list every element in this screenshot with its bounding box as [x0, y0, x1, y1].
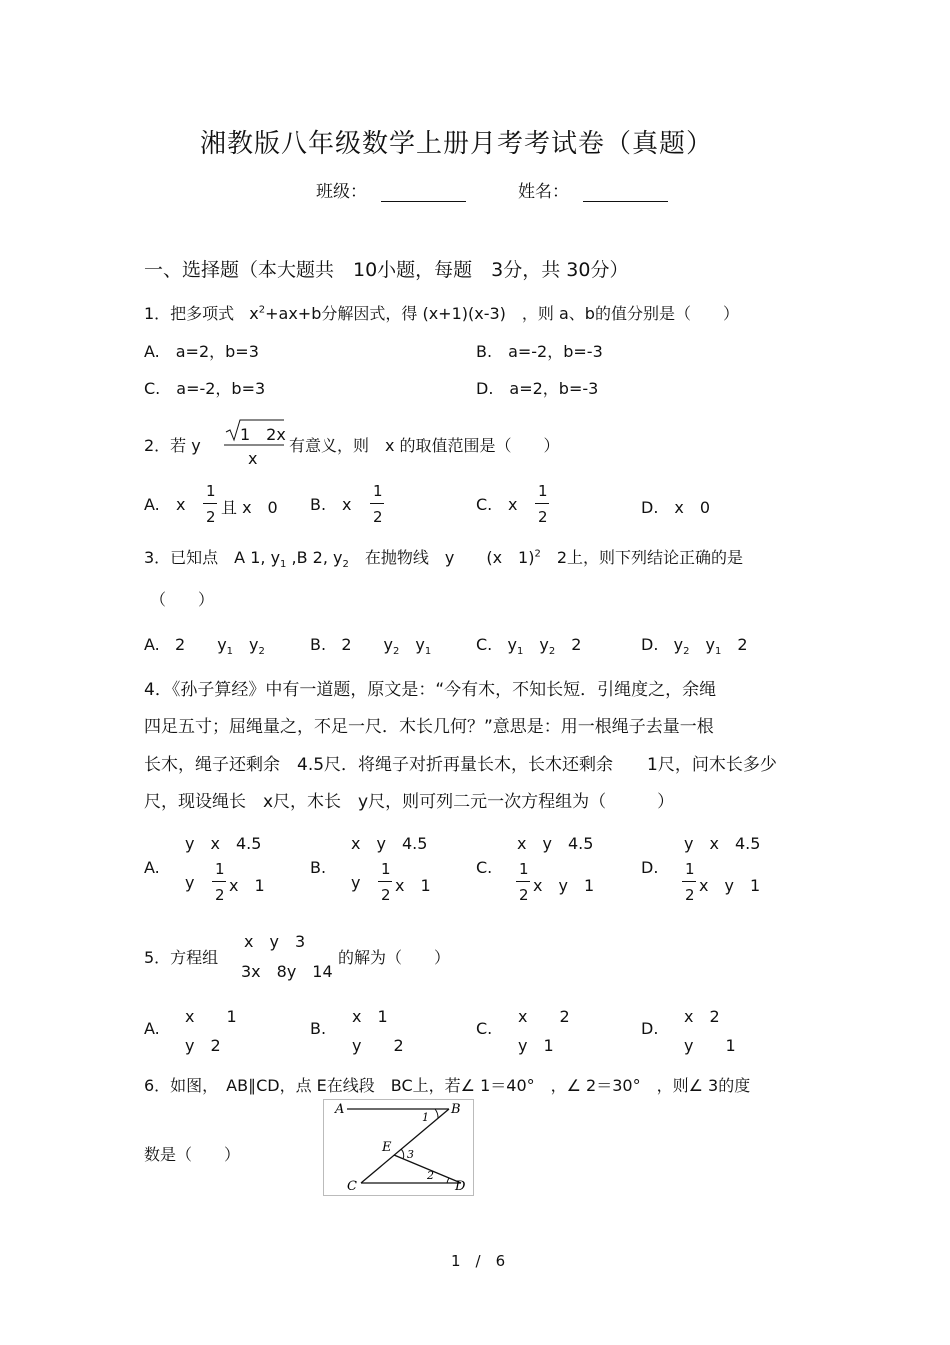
q3-b-p: 2 y [341, 635, 393, 654]
q4-option-b-num: 1 [381, 860, 391, 878]
q6-geometry-figure [323, 1099, 475, 1197]
q3-c-label: C. [476, 635, 493, 654]
q2-option-c-label[interactable]: C. [476, 495, 493, 514]
q1-text-a: 1．把多项式 [144, 304, 235, 323]
q2-option-a-var: x [176, 495, 186, 514]
q5-option-a-bot: y 2 [185, 1036, 221, 1055]
point-b-label: B [451, 1102, 461, 1117]
q4-option-d-label[interactable]: D. [641, 858, 659, 877]
point-a-label: A [335, 1102, 345, 1117]
q3-d-p: y [673, 635, 684, 654]
q2-option-a-den: 2 [206, 508, 216, 526]
q2-option-a-bar [203, 503, 217, 504]
point-d-label: D [455, 1179, 466, 1194]
q1-option-c[interactable]: C. a=-2，b=3 [144, 379, 266, 398]
q4-line-3: 长木，绳子还剩余 4.5尺．将绳子对折再量长木，长木还剩余 1尺，问木长多少 [144, 755, 777, 775]
class-field [316, 177, 466, 202]
q5-option-a-label[interactable]: A. [144, 1019, 160, 1038]
q3-text-c: 在抛物线 y (x 1) [348, 548, 535, 567]
q4-option-d-num: 1 [685, 860, 695, 878]
q5-option-b-label[interactable]: B. [310, 1019, 327, 1038]
q1-var: x [249, 304, 259, 323]
q2-option-b-label[interactable]: B. [310, 495, 327, 514]
q1-text-b: +ax+b分解因式，得 (x+1)(x-3) ，则 a、b的值分别是（ ） [265, 304, 739, 323]
q3-a-p: 2 y [175, 635, 227, 654]
q3-d-r: 2 [721, 635, 748, 654]
angle-1-label: 1 [422, 1111, 429, 1124]
q5-option-b-top: x 1 [352, 1007, 388, 1026]
q3-d-q: y [689, 635, 715, 654]
q3-c-q: y [523, 635, 549, 654]
question-3 [144, 545, 743, 570]
q4-option-b-top: x y 4.5 [351, 834, 428, 853]
q3-d-s2: 1 [715, 646, 722, 658]
q2-option-c-var: x [508, 495, 518, 514]
q4-option-b-bar [378, 881, 392, 882]
q5-option-d-top: x 2 [684, 1007, 720, 1026]
q4-option-b-b1: y [351, 873, 361, 892]
q3-c-p: y [507, 635, 517, 654]
q2-text-pre: 2．若 y [144, 436, 201, 455]
q3-option-c[interactable] [476, 632, 581, 657]
q3-a-label: A. [144, 635, 160, 654]
q3-option-b[interactable] [310, 632, 431, 657]
q3-option-a[interactable] [144, 632, 265, 657]
page-number: 1 / 6 [451, 1252, 506, 1270]
angle-2-label: 2 [427, 1169, 434, 1182]
q4-option-c-b2: x y 1 [533, 876, 595, 895]
q5-system-bot: 3x 8y 14 [241, 962, 333, 981]
q1-option-b[interactable]: B. a=-2，b=-3 [476, 342, 603, 361]
name-field [518, 177, 668, 202]
q4-option-a-top: y x 4.5 [185, 834, 262, 853]
q4-option-a-label[interactable]: A. [144, 858, 160, 877]
q2-numerator: 1 2x [240, 425, 286, 444]
q2-option-c-num: 1 [538, 482, 548, 500]
q3-option-d[interactable] [641, 632, 748, 657]
q6-line-2: 数是（ ） [144, 1145, 241, 1164]
q3-text-d: 2上，则下列结论正确的是 [540, 548, 744, 567]
q4-option-d-bar [682, 881, 696, 882]
q3-c-s1: 1 [517, 646, 524, 658]
q5-option-d-bot: y 1 [684, 1036, 736, 1055]
point-e-label: E [382, 1140, 392, 1155]
q5-option-c-top: x 2 [518, 1007, 570, 1026]
q5-option-a-top: x 1 [185, 1007, 237, 1026]
q2-option-b-bar [370, 503, 384, 504]
question-1 [144, 301, 739, 324]
q3-b-s2: 1 [424, 646, 432, 658]
q3-c-s2: 2 [548, 646, 556, 658]
q5-text-post: 的解为（ ） [338, 948, 451, 967]
q4-line-2: 四足五寸；屈绳量之，不足一尺．木长几何？”意思是：用一根绳子去量一根 [144, 717, 714, 737]
q3-b-label: B. [310, 635, 327, 654]
page-title: 湘教版八年级数学上册月考考试卷（真题） [200, 129, 714, 159]
q2-option-a-tail: 且 x 0 [221, 498, 278, 517]
q2-denominator: x [248, 449, 258, 468]
name-label: 姓名： [518, 182, 569, 202]
q4-option-c-top: x y 4.5 [517, 834, 594, 853]
q3-sub1: 1 [280, 559, 287, 571]
q2-option-b-var: x [342, 495, 352, 514]
q4-option-c-bar [516, 881, 530, 882]
q2-option-b-num: 1 [373, 482, 383, 500]
name-blank[interactable] [583, 185, 668, 202]
q2-option-c-bar [535, 503, 549, 504]
q5-system-top: x y 3 [244, 932, 306, 951]
q3-c-r: 2 [555, 635, 582, 654]
q4-option-a-b2: x 1 [229, 876, 265, 895]
q3-a-q: y [233, 635, 259, 654]
angle-3-label: 3 [407, 1148, 414, 1161]
q4-option-c-den: 2 [519, 886, 529, 904]
q4-option-a-den: 2 [215, 886, 225, 904]
q2-option-a-label[interactable]: A. [144, 495, 160, 514]
q5-text-pre: 5．方程组 [144, 948, 219, 967]
q3-paren: （ ） [150, 590, 215, 609]
q4-option-c-num: 1 [519, 860, 529, 878]
section-heading: 一、选择题（本大题共 10小题，每题 3分，共 30分） [144, 259, 629, 281]
q1-option-a[interactable]: A. a=2，b=3 [144, 342, 259, 361]
q4-option-a-b1: y [185, 873, 195, 892]
q4-option-c-label[interactable]: C. [476, 858, 493, 877]
q6-line-1: 6．如图， AB∥CD，点 E在线段 BC上，若∠ 1＝40° ，∠ 2＝30° ，则∠ 3的度 [144, 1076, 751, 1095]
q3-text-a: 3．已知点 A 1, y [144, 548, 281, 567]
q2-text-post: 有意义，则 x 的取值范围是（ ） [289, 436, 560, 455]
q3-a-s2: 2 [258, 646, 265, 658]
q2-option-a-num: 1 [206, 482, 216, 500]
q3-d-label: D. [641, 635, 659, 654]
q4-line-4: 尺，现设绳长 x尺，木长 y尺，则可列二元一次方程组为（ ） [144, 792, 675, 812]
q3-exp: 2 [534, 548, 541, 560]
q3-d-s1: 2 [683, 646, 690, 658]
q3-sub2: 2 [342, 559, 349, 571]
q4-line-1: 4．《孙子算经》中有一道题，原文是：“今有木，不知长短．引绳度之，余绳 [144, 680, 717, 700]
q4-option-b-den: 2 [381, 886, 391, 904]
q2-option-b-den: 2 [373, 508, 383, 526]
q3-b-q: y [399, 635, 425, 654]
q4-option-a-bar [212, 881, 226, 882]
q5-option-d-label[interactable]: D. [641, 1019, 659, 1038]
class-label: 班级： [316, 182, 367, 202]
q5-option-c-label[interactable]: C. [476, 1019, 493, 1038]
q4-option-b-b2: x 1 [395, 876, 431, 895]
q2-option-d[interactable]: D. x 0 [641, 498, 711, 517]
q5-option-c-bot: y 1 [518, 1036, 554, 1055]
q4-option-b-label[interactable]: B. [310, 858, 327, 877]
q4-option-d-b2: x y 1 [699, 876, 761, 895]
q4-option-a-num: 1 [215, 860, 225, 878]
q4-option-d-top: y x 4.5 [684, 834, 761, 853]
q1-option-d[interactable]: D. a=2，b=-3 [476, 379, 599, 398]
class-blank[interactable] [381, 185, 466, 202]
q3-b-s1: 2 [392, 646, 400, 658]
q4-option-d-den: 2 [685, 886, 695, 904]
point-c-label: C [347, 1179, 357, 1194]
q2-option-c-den: 2 [538, 508, 548, 526]
q3-a-s1: 1 [226, 646, 234, 658]
q3-text-b: ,B 2, y [286, 548, 343, 567]
q5-option-b-bot: y 2 [352, 1036, 404, 1055]
q1-exp: 2 [258, 304, 266, 316]
